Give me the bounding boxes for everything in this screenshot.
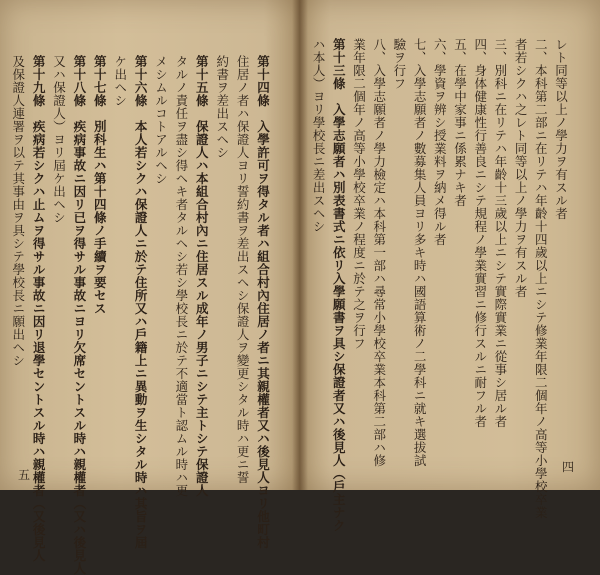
text-column: 四、身体健康性行善良ニシテ規程ノ學業實習ニ修行スルニ耐フル者	[472, 38, 488, 428]
text-column: 業年限二個年ノ高等小學校卒業ノ程度ニ於テ之ヲ行フ	[351, 38, 367, 350]
text-column: 三、別科ニ在リテハ年齡十三歲以上ニシテ實際實業ニ從事シ居ル者	[492, 38, 508, 428]
text-column: 七、入學志願者ノ數募集人員ヨリ多キ時ハ國語算術ノ二學科ニ就キ選拔試	[412, 38, 428, 467]
text-column: 約書ヲ差出スヘシ	[214, 55, 230, 159]
text-column: 者若シクハ之レト同等以上ノ學力ヲ有スル者	[513, 38, 529, 298]
text-column: 八、入學志願者ノ學力檢定ハ本科第一部ハ尋常小學校卒業本科第二部ハ修	[371, 38, 387, 467]
text-column: 第十六條 本人若シクハ保證人ニ於テ住所又ハ戶籍上ニ異動ヲ生シタル時ハ其旨ヲ屆	[133, 55, 149, 549]
text-column: 二、本科第二部ニ在リテハ年齡十四歲以上ニシテ修業年限二個年ノ高等小學校卒業	[533, 38, 549, 519]
text-column: 第十八條 疾病事故ニ因リ已ヲ得サル事故ニヨリ欠席セントスル時ハ親權者（又ハ後見人	[71, 55, 87, 575]
text-column: 又ハ保證人）ヨリ屆ケ出ヘシ	[51, 55, 67, 224]
text-column: タルノ責任ヲ盡シ得ヘキ者タルヘシ若シ學校長ニ於テ不適當ト認ムル時ハ更	[173, 55, 189, 497]
text-column: レト同等以上ノ學力ヲ有スル者	[553, 38, 569, 220]
text-column: ハ本人）ヨリ學校長ニ差出スヘシ	[311, 38, 327, 233]
page-number: 五	[18, 468, 31, 482]
text-column: ケ出ヘシ	[112, 55, 128, 107]
text-column: 六、學資ヲ辨シ授業料ヲ納メ得ル者	[432, 38, 448, 246]
text-column: 第十九條 疾病若シクハ止ムヲ得サル事故ニ因リ退學セントスル時ハ親權者（又後見人	[31, 55, 47, 562]
text-column: 第十七條 別科生ハ第十四條ノ手續ヲ要セス	[92, 55, 108, 315]
page-number: 四	[562, 460, 575, 474]
text-column: 第十三條 入學志願者ハ別表書式ニ依リ入學願書ヲ具シ保證者又ハ後見人（戶主ナク	[331, 38, 347, 532]
text-column: 第十五條 保證人ハ本組合村內ニ住居スル成年ノ男子ニシテ主トシテ保證人	[194, 55, 210, 497]
text-column: メシムルコトアルヘシ	[153, 55, 169, 185]
right-page	[300, 0, 600, 532]
text-column: 驗ヲ行フ	[391, 38, 407, 90]
text-column: 第十四條 入學許可ヲ得タル者ハ組合村內住居ノ者ニ其親權者又ハ後見人ヨリ他町村	[255, 55, 271, 549]
text-column: 五、在學中家事ニ係累ナキ者	[452, 38, 468, 207]
text-column: 及保證人連署ヲ以テ其事由ヲ具シテ學校長ニ願出ヘシ	[10, 55, 26, 367]
text-column: 住居ノ者ハ保證人ヨリ誓約書ヲ差出スヘシ保證人ヲ變更シタル時ハ更ニ誓	[235, 55, 251, 484]
